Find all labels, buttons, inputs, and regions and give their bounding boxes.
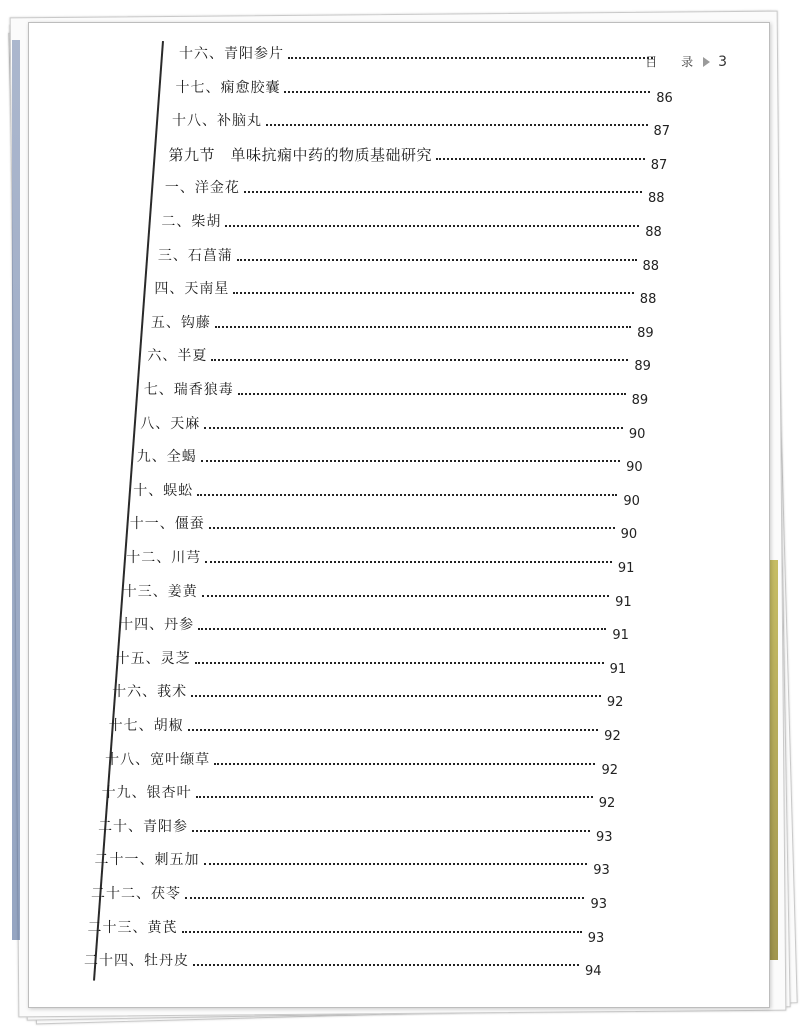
- entry-page-number: 87: [650, 157, 668, 173]
- toc-entry: [119, 614, 642, 644]
- dot-leader: [238, 393, 626, 395]
- entry-title: 七、瑞香狼毒: [143, 382, 234, 398]
- entry-page-number: 90: [628, 426, 646, 442]
- dot-leader: [233, 292, 633, 294]
- dot-leader: [197, 494, 617, 496]
- entry-page-number: 91: [609, 661, 627, 677]
- dot-leader: [198, 628, 606, 630]
- entry-page-number: 93: [595, 829, 613, 845]
- entry-page-number: 92: [606, 695, 624, 711]
- dot-leader: [244, 191, 642, 193]
- dot-leader: [201, 460, 620, 462]
- entry-title: 二十四、牡丹皮: [84, 953, 189, 970]
- entry-page-number: 89: [631, 393, 649, 408]
- toc-entry: [91, 883, 620, 913]
- entry-title: 六、半夏: [147, 348, 208, 365]
- toc-entry: [172, 110, 684, 140]
- entry-page-number: 94: [585, 964, 602, 980]
- toc-entry: [126, 547, 648, 577]
- entry-title: 十七、痫愈胶囊: [175, 79, 281, 96]
- entry-page-number: 88: [648, 191, 665, 207]
- toc-entry: [158, 245, 673, 275]
- dot-leader: [188, 729, 599, 731]
- entry-title: 十四、丹参: [119, 617, 195, 634]
- dot-leader: [185, 897, 584, 899]
- dot-leader: [237, 259, 637, 261]
- section-title: 第九节 单味抗痫中药的物质基础研究: [168, 145, 432, 164]
- entry-page-number: 88: [645, 225, 662, 240]
- entry-page-number: 90: [620, 527, 638, 543]
- toc-entry: [84, 950, 615, 980]
- entry-page-number: 90: [623, 493, 640, 509]
- entry-title: 二十二、茯苓: [91, 886, 182, 902]
- entry-page-number: 88: [639, 292, 657, 308]
- table-of-contents: [29, 23, 769, 1007]
- entry-page-number: 86: [656, 90, 673, 106]
- entry-page-number: 93: [593, 863, 610, 879]
- entry-page-number: 88: [642, 258, 660, 274]
- toc-entry: [151, 312, 667, 342]
- entry-title: 十二、川芎: [126, 550, 202, 566]
- dot-leader: [202, 595, 609, 597]
- toc-entry: [168, 144, 680, 174]
- dot-leader: [266, 124, 648, 126]
- dot-leader: [195, 662, 604, 664]
- entry-title: 十九、银杏叶: [101, 785, 192, 802]
- toc-entry: [175, 77, 686, 107]
- dot-leader: [284, 91, 650, 93]
- toc-entry: [102, 782, 629, 812]
- dot-leader: [209, 527, 615, 529]
- dot-leader: [436, 158, 645, 160]
- entry-page-number: 92: [604, 729, 621, 744]
- entry-page-number: 91: [617, 561, 635, 576]
- toc-entry: [130, 513, 651, 543]
- toc-entry: [147, 345, 664, 375]
- dot-leader: [193, 964, 579, 966]
- entry-title: 二十三、黄芪: [87, 919, 178, 936]
- entry-title: 十六、莪术: [112, 684, 188, 701]
- toc-entry: [154, 278, 669, 308]
- dot-leader: [204, 863, 588, 865]
- header-title: 目 录: [645, 55, 704, 69]
- entry-title: 十一、僵蚕: [129, 516, 205, 533]
- entry-title: 二十一、刺五加: [94, 852, 200, 869]
- toc-entry: [95, 849, 624, 879]
- entry-title: 九、全蝎: [136, 449, 197, 466]
- entry-title: 十八、宽叶缬草: [105, 751, 211, 768]
- entry-page-number: 93: [587, 930, 605, 946]
- entry-title: 五、钩藤: [150, 314, 211, 331]
- toc-entry: [105, 749, 631, 779]
- entry-title: 一、洋金花: [164, 180, 240, 197]
- toc-entry: [133, 480, 653, 510]
- entry-page-number: 92: [598, 796, 616, 812]
- entry-page-number: 87: [653, 124, 671, 140]
- entry-page-number: 91: [615, 594, 632, 610]
- header-page-number: 3: [718, 53, 727, 70]
- toc-entry: [112, 681, 637, 711]
- entry-page-number: 92: [601, 762, 618, 778]
- dot-leader: [182, 931, 582, 933]
- dot-leader: [196, 796, 593, 798]
- toc-entry: [140, 413, 659, 443]
- dot-leader: [205, 561, 612, 563]
- entry-title: 三、石菖蒲: [157, 247, 233, 264]
- entry-page-number: 93: [590, 897, 608, 912]
- entry-title: 十六、青阳参片: [179, 46, 284, 62]
- entry-page-number: 90: [626, 460, 643, 476]
- toc-entry: [165, 177, 678, 207]
- entry-title: 二十、青阳参: [98, 818, 189, 835]
- entry-title: 二、柴胡: [161, 214, 222, 230]
- entry-title: 十、蜈蚣: [133, 482, 194, 499]
- entry-page-number: 89: [634, 359, 651, 375]
- entry-page-number: 89: [637, 325, 654, 341]
- toc-entry: [179, 43, 689, 73]
- book-cover-edge-left: [12, 40, 20, 940]
- entry-title: 四、天南星: [154, 281, 230, 298]
- toc-entry: [98, 816, 626, 846]
- dot-leader: [288, 57, 653, 59]
- toc-entry: [116, 648, 640, 678]
- toc-entry: [109, 715, 635, 745]
- dot-leader: [225, 225, 639, 227]
- toc-entry: [123, 581, 645, 611]
- entry-title: 八、天麻: [140, 415, 201, 432]
- dot-leader: [214, 763, 595, 765]
- dot-leader: [192, 830, 590, 832]
- dot-leader: [215, 326, 631, 328]
- toc-entry: [161, 211, 675, 241]
- toc-entry: [137, 446, 656, 476]
- dot-leader: [204, 427, 623, 429]
- entry-title: 十三、姜黄: [122, 583, 198, 600]
- toc-entry: [144, 379, 662, 409]
- toc-entry: [88, 917, 618, 947]
- dot-leader: [211, 359, 628, 361]
- entry-page-number: 91: [612, 628, 629, 644]
- entry-title: 十八、补脑丸: [171, 113, 262, 130]
- document-page: [28, 22, 770, 1008]
- entry-title: 十七、胡椒: [108, 718, 184, 734]
- entry-title: 十五、灵芝: [115, 650, 191, 667]
- dot-leader: [191, 695, 601, 697]
